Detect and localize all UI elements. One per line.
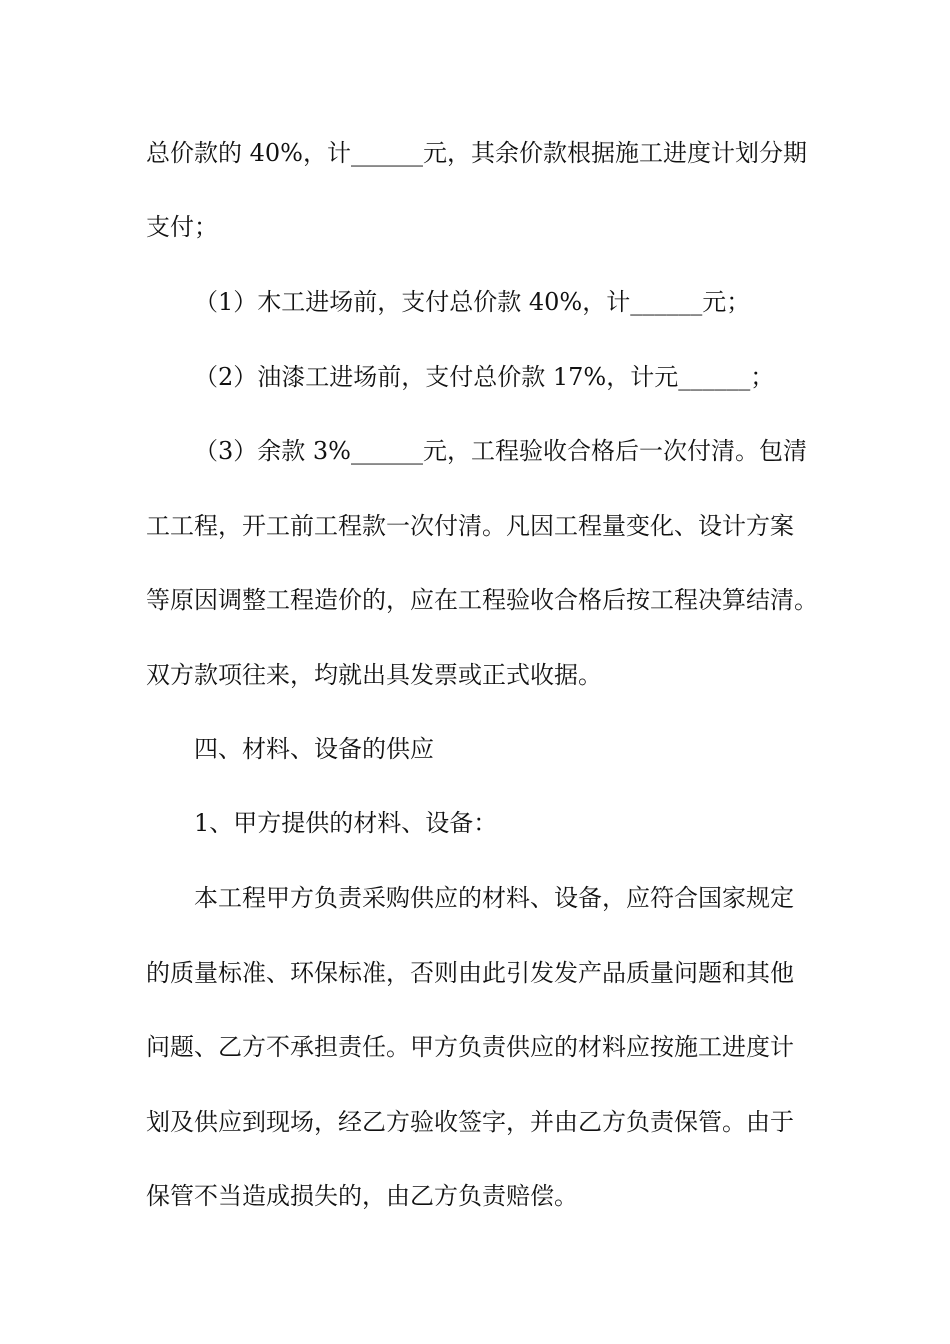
subsection-heading: 1、甲方提供的材料、设备： xyxy=(194,809,498,837)
text-line: （3）余款 3%______元，工程验收合格后一次付清。包清 xyxy=(194,437,807,465)
text-line: 等原因调整工程造价的，应在工程验收合格后按工程决算结清。 xyxy=(146,586,818,614)
text-line: 划及供应到现场，经乙方验收签字，并由乙方负责保管。由于 xyxy=(146,1108,794,1136)
text-line: 的质量标准、环保标准，否则由此引发发产品质量问题和其他 xyxy=(146,959,794,987)
text-line: 问题、乙方不承担责任。甲方负责供应的材料应按施工进度计 xyxy=(146,1033,794,1061)
text-line: 本工程甲方负责采购供应的材料、设备，应符合国家规定 xyxy=(194,884,794,912)
text-line: （2）油漆工进场前，支付总价款 17%，计元______； xyxy=(194,363,775,391)
text-line: （1）木工进场前，支付总价款 40%，计______元； xyxy=(194,288,751,316)
text-line: 总价款的 40%，计______元，其余价款根据施工进度计划分期 xyxy=(146,139,807,167)
text-line: 双方款项往来，均就出具发票或正式收据。 xyxy=(146,661,602,689)
text-line: 工工程，开工前工程款一次付清。凡因工程量变化、设计方案 xyxy=(146,512,794,540)
section-heading: 四、材料、设备的供应 xyxy=(194,735,434,763)
text-line: 支付； xyxy=(146,213,218,241)
text-line: 保管不当造成损失的，由乙方负责赔偿。 xyxy=(146,1182,578,1210)
